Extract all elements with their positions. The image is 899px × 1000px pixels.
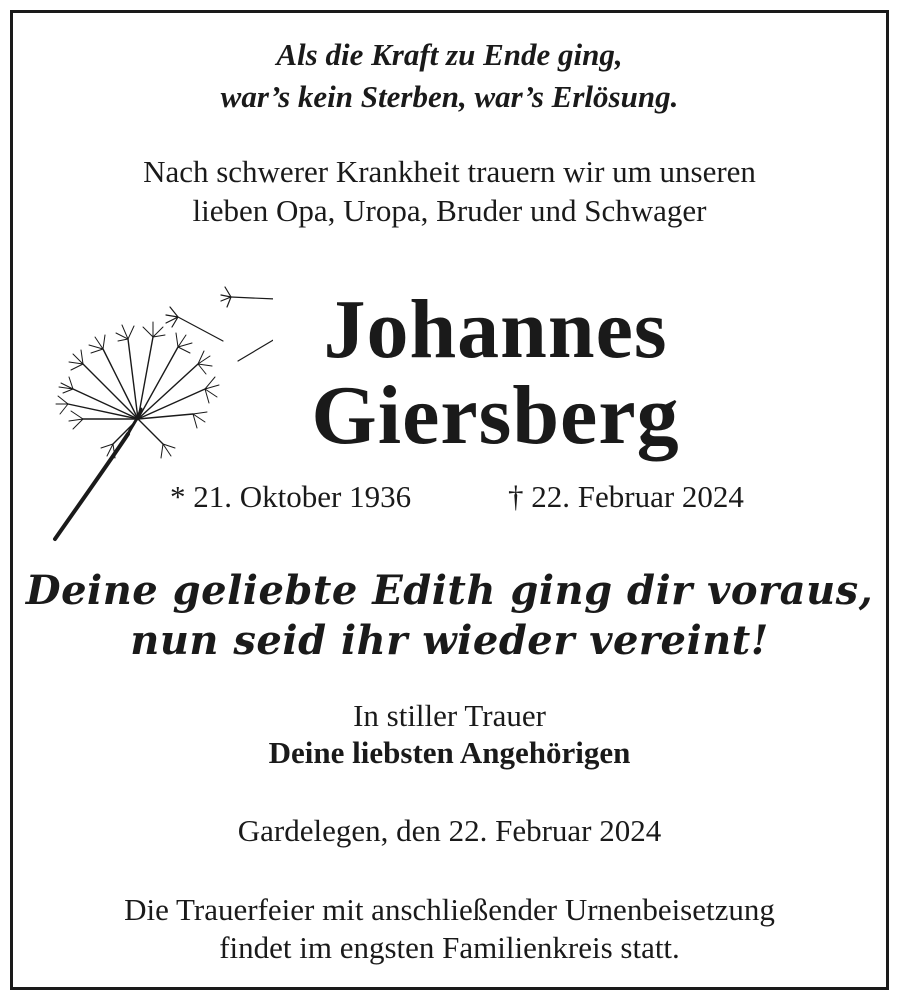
ceremony-line-1: Die Trauerfeier mit anschließender Urnenbeisetzung bbox=[124, 892, 775, 927]
place-date: Gardelegen, den 22. Februar 2024 bbox=[237, 813, 662, 848]
mourning-line: In stiller Trauer bbox=[353, 698, 546, 733]
relatives-line: Deine liebsten Angehörigen bbox=[268, 735, 631, 770]
quote-line-1: Deine geliebte Edith ging dir voraus, bbox=[25, 567, 874, 614]
obituary-frame bbox=[10, 10, 889, 990]
life-dates bbox=[13, 479, 886, 519]
last-name: Giersberg bbox=[311, 369, 680, 462]
intro-line-1: Nach schwerer Krankheit trauern wir um unseren bbox=[143, 154, 756, 189]
intro-line-2: lieben Opa, Uropa, Bruder und Schwager bbox=[192, 193, 707, 228]
death-date: † 22. Februar 2024 bbox=[508, 479, 744, 514]
first-name: Johannes bbox=[323, 283, 668, 376]
ceremony-line-2: findet im engsten Familienkreis statt. bbox=[219, 930, 680, 965]
motto-line-2: war’s kein Sterben, war’s Erlösung. bbox=[220, 79, 679, 114]
birth-date: * 21. Oktober 1936 bbox=[170, 479, 412, 514]
motto-line-1: Als die Kraft zu Ende ging, bbox=[276, 37, 623, 72]
quote-line-2: nun seid ihr wieder vereint! bbox=[130, 617, 769, 664]
